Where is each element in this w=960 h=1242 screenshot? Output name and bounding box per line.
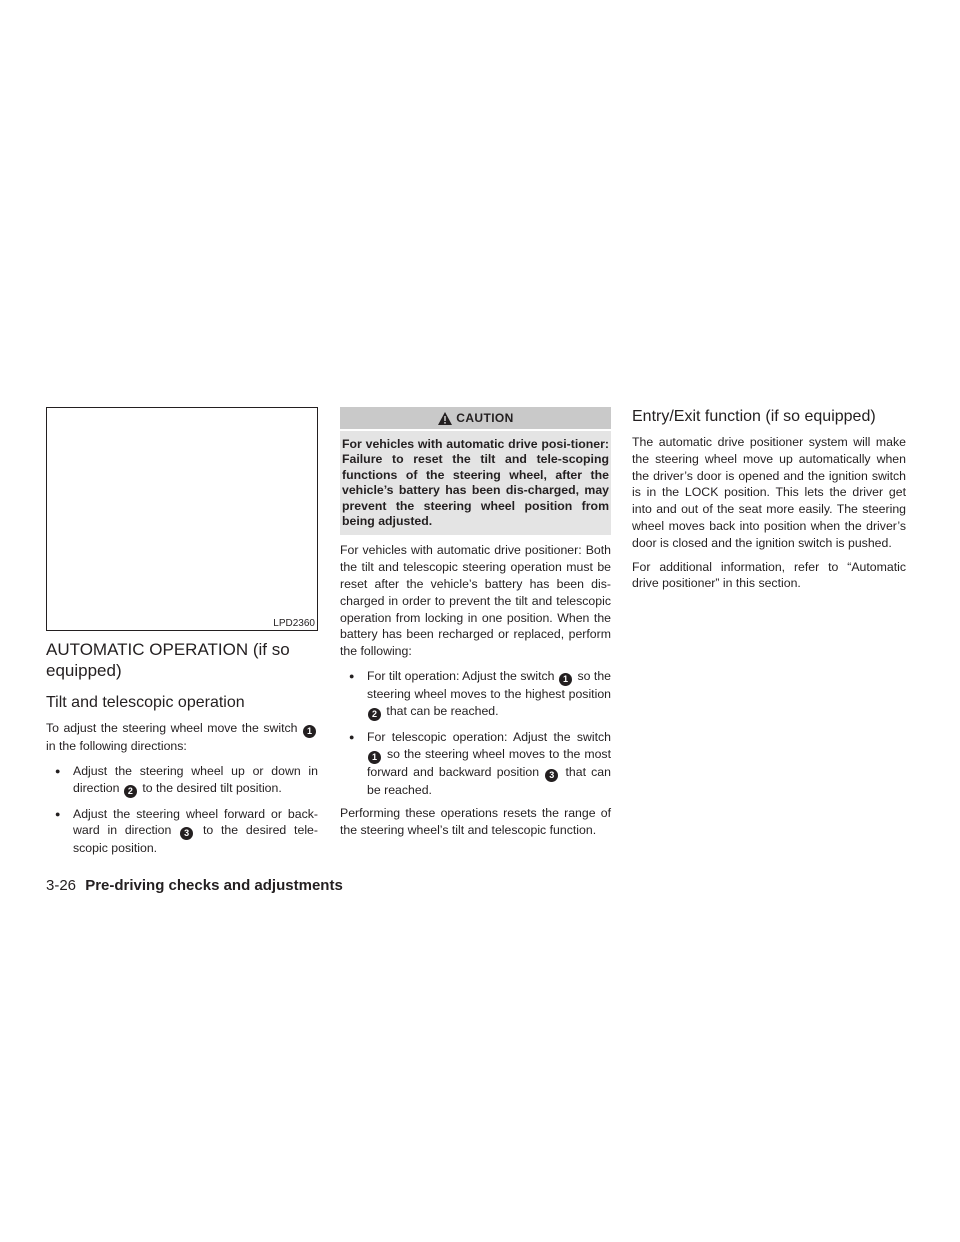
callout-3-icon: 3 xyxy=(545,769,558,782)
list-item: ● For telescopic operation: Adjust the switch 1 so the steering wheel moves to the most forward and backward position 3 that can be reached. xyxy=(340,729,611,799)
subsection-heading-tilt: Tilt and telescopic operation xyxy=(46,694,245,711)
intro-paragraph: To adjust the steering wheel move the switch 1 in the following directions: xyxy=(46,720,318,755)
figure-placeholder xyxy=(46,407,318,631)
callout-3-icon: 3 xyxy=(180,827,193,840)
right-column xyxy=(632,407,906,592)
callout-2-icon: 2 xyxy=(124,785,137,798)
middle-column xyxy=(340,407,611,839)
caution-text: For vehicles with automatic drive posi-tioner: Failure to reset the tilt and tele-scoping functions of the steering wheel, after the vehicle’s battery has been dis-charged, may prevent the steering wheel position from being adjusted. xyxy=(340,431,611,535)
section-heading: AUTOMATIC OPERATION (if so equipped) xyxy=(46,640,290,680)
direction-list xyxy=(46,763,318,857)
summary-paragraph: Performing these operations resets the range of the steering wheel’s tilt and telescopic function. xyxy=(340,806,611,838)
callout-1-icon: 1 xyxy=(303,725,316,738)
left-column xyxy=(46,407,318,857)
figure-label: LPD2360 xyxy=(273,618,315,629)
caution-title: CAUTION xyxy=(456,411,514,425)
reset-paragraph: For vehicles with automatic drive positioner: Both the tilt and telescopic steering operation must be reset after the vehicle’s battery has been dis-charged in order to prevent the tilt and telescopic operation from locking in one position. When the battery has been recharged or replaced, perform the following: xyxy=(340,543,611,659)
warning-icon xyxy=(437,411,453,426)
reference-paragraph: For additional information, refer to “Automatic drive positioner” in this section. xyxy=(632,559,906,591)
callout-1-icon: 1 xyxy=(559,673,572,686)
entry-exit-paragraph: The automatic drive positioner system will make the steering wheel move up automatically when the driver’s door is opened and the ignition switch is in the LOCK position. This lets the driver get into and out of the seat more easily. The steering wheel moves back into position when the driver’s door is closed and the ignition switch is pushed. xyxy=(632,435,906,550)
list-item: ● For tilt operation: Adjust the switch 1 so the steering wheel moves to the highest position 2 that can be reached. xyxy=(340,668,611,721)
list-item: ● Adjust the steering wheel up or down in direction 2 to the desired tilt position. xyxy=(46,763,318,798)
page-footer xyxy=(46,876,343,896)
reset-steps-list xyxy=(340,668,611,798)
callout-2-icon: 2 xyxy=(368,708,381,721)
subsection-heading-entry-exit: Entry/Exit function (if so equipped) xyxy=(632,408,876,425)
caution-header xyxy=(340,407,611,429)
section-title: Pre-driving checks and adjustments xyxy=(85,877,343,894)
list-item: ● Adjust the steering wheel forward or back-ward in direction 3 to the desired tele-scopic position. xyxy=(46,806,318,858)
page-number: 3-26 xyxy=(46,877,77,894)
callout-1-icon: 1 xyxy=(368,751,381,764)
